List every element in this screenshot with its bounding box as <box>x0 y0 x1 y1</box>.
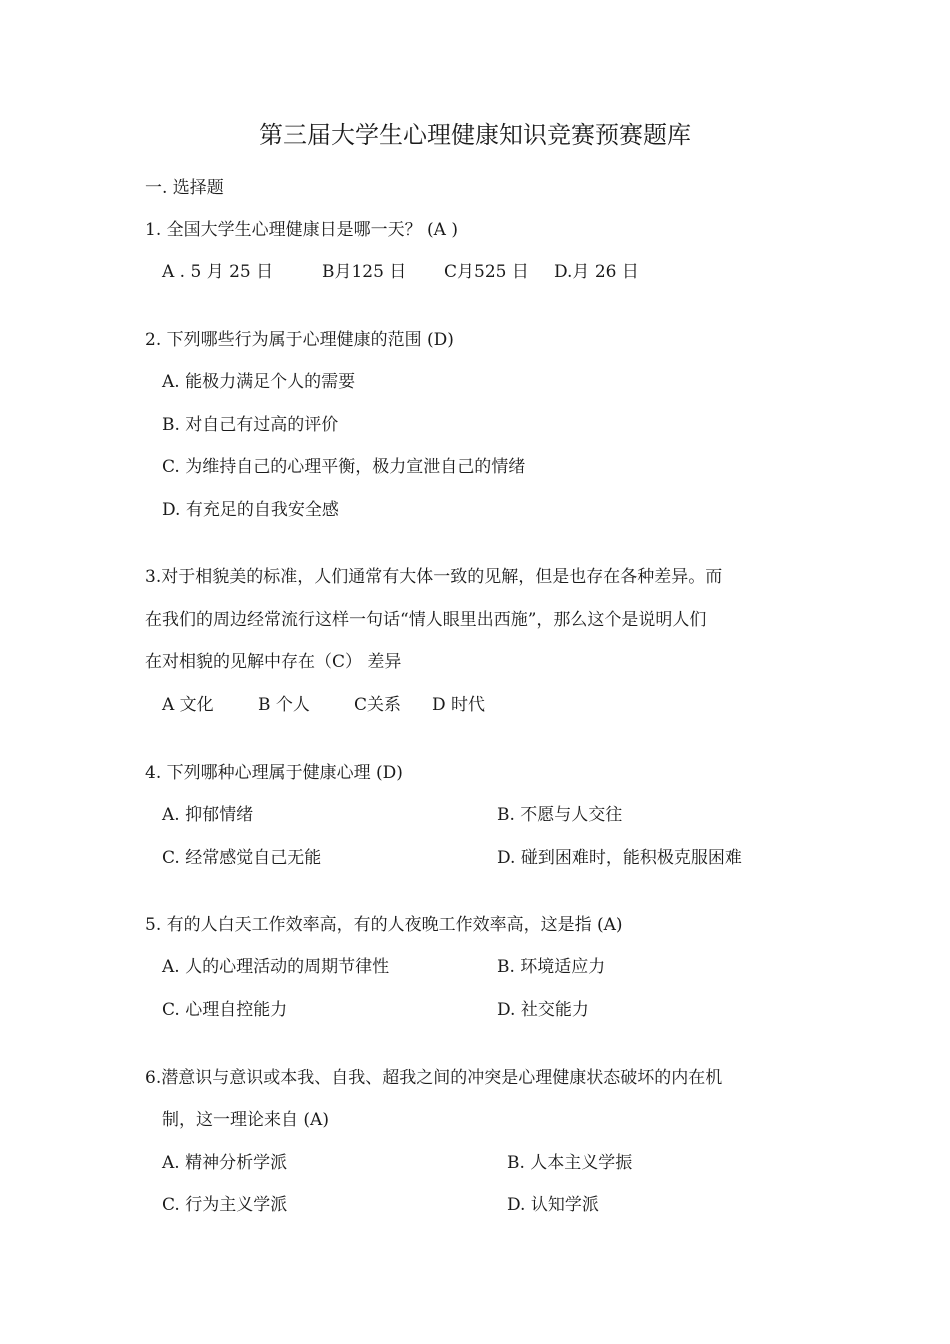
question-2-option-a: A. 能极力满足个人的需要 <box>162 372 356 392</box>
option-b: B 个人 <box>258 695 310 715</box>
question-5-option-b: B. 环境适应力 <box>497 957 606 977</box>
question-3-stem-line-3: 在对相貌的见解中存在（C） 差异 <box>145 652 402 672</box>
question-2-option-d: D. 有充足的自我安全感 <box>162 500 339 520</box>
question-4-stem: 4. 下列哪种心理属于健康心理 (D) <box>145 763 403 783</box>
question-6-stem-line-1: 6.潜意识与意识或本我、自我、超我之间的冲突是心理健康状态破坏的内在机 <box>145 1068 723 1088</box>
option-c: C关系 <box>354 695 402 715</box>
question-6-option-d: D. 认知学派 <box>507 1195 599 1215</box>
question-6-option-c: C. 行为主义学派 <box>162 1195 288 1215</box>
option-a: A . 5 月 25 日 <box>162 262 274 282</box>
question-4-option-d: D. 碰到困难时，能积极克服困难 <box>497 848 742 868</box>
question-5-option-a: A. 人的心理活动的周期节律性 <box>162 957 390 977</box>
question-5-option-c: C. 心理自控能力 <box>162 1000 288 1020</box>
question-1-options <box>162 261 639 283</box>
question-5-stem: 5. 有的人白天工作效率高，有的人夜晚工作效率高，这是指 (A) <box>145 915 623 935</box>
document-title: 第三届大学生心理健康知识竞赛预赛题库 <box>259 121 691 149</box>
option-b: B月125 日 <box>322 262 407 282</box>
question-3-stem-line-1: 3.对于相貌美的标准，人们通常有大体一致的见解，但是也存在各种差异。而 <box>145 567 723 587</box>
question-6-option-a: A. 精神分析学派 <box>162 1153 288 1173</box>
question-2-option-b: B. 对自己有过高的评价 <box>162 415 339 435</box>
option-a: A 文化 <box>162 695 214 715</box>
option-c: C月525 日 <box>444 262 529 282</box>
question-6-stem-line-2: 制，这一理论来自 (A) <box>162 1110 329 1130</box>
option-d: D 时代 <box>432 695 486 715</box>
question-5-option-d: D. 社交能力 <box>497 1000 589 1020</box>
question-2-stem: 2. 下列哪些行为属于心理健康的范围 (D) <box>145 330 454 350</box>
question-4-option-c: C. 经常感觉自己无能 <box>162 848 322 868</box>
option-d: D.月 26 日 <box>554 262 639 282</box>
section-heading: 一. 选择题 <box>145 178 224 198</box>
question-4-option-b: B. 不愿与人交往 <box>497 805 623 825</box>
question-2-option-c: C. 为维持自己的心理平衡，极力宣泄自己的情绪 <box>162 457 526 477</box>
question-3-options <box>162 694 485 716</box>
question-1-stem: 1. 全国大学生心理健康日是哪一天？ (A ) <box>145 220 458 240</box>
question-6-option-b: B. 人本主义学振 <box>507 1153 633 1173</box>
question-3-stem-line-2: 在我们的周边经常流行这样一句话“情人眼里出西施”，那么这个是说明人们 <box>145 610 707 630</box>
question-4-option-a: A. 抑郁情绪 <box>162 805 254 825</box>
